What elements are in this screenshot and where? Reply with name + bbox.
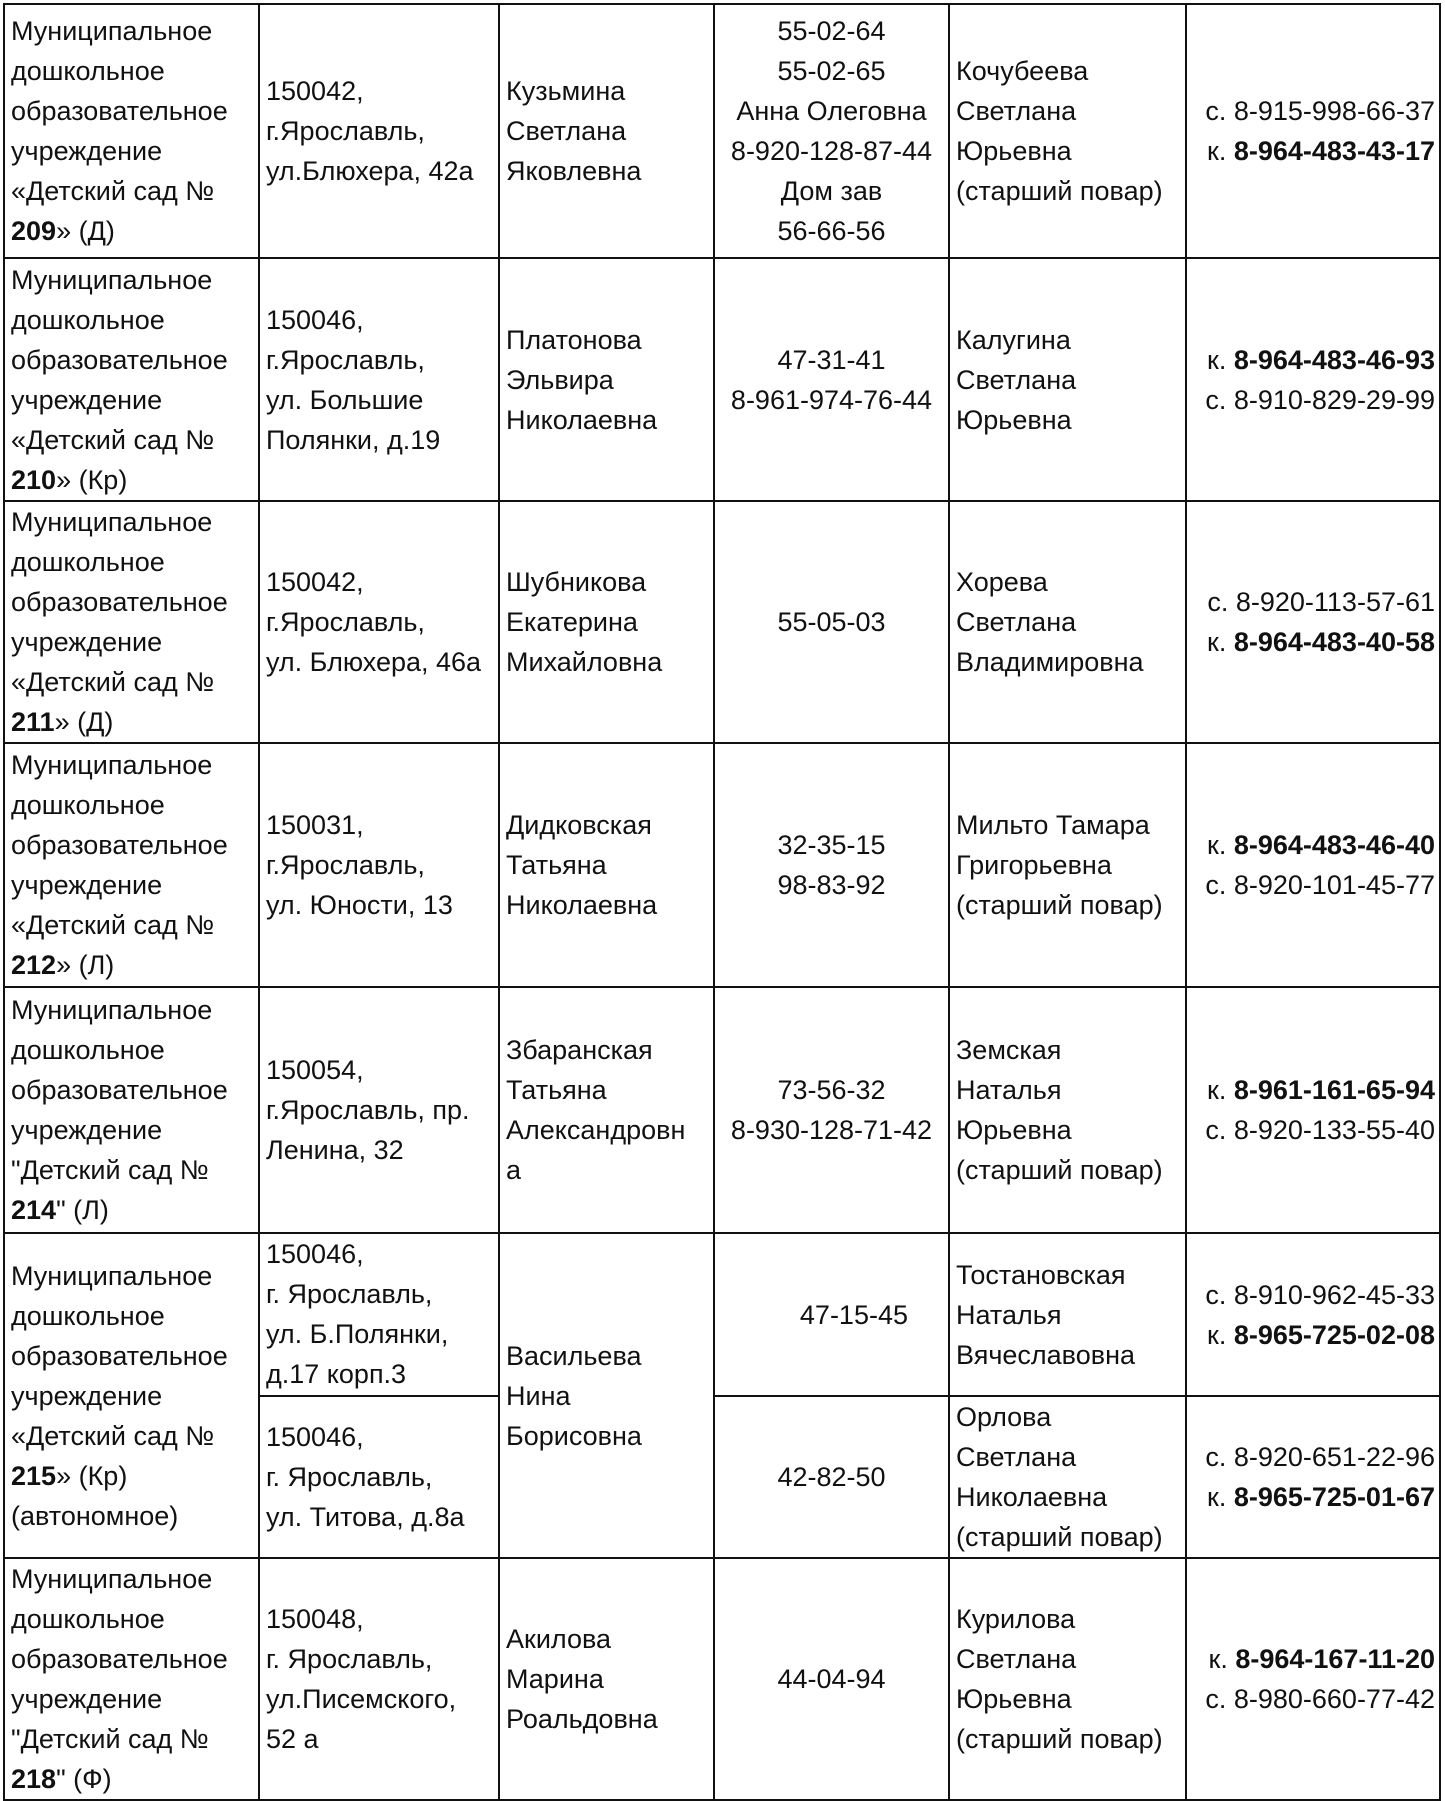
institution-line: учреждение xyxy=(11,1115,163,1145)
address-line: ул. Блюхера, 46а xyxy=(266,647,482,677)
contact-line: Владимировна xyxy=(956,647,1144,677)
mobile-prefix: с. xyxy=(1205,870,1234,900)
phone-line: 8-930-128-71-42 xyxy=(730,1115,933,1145)
institution-cell xyxy=(4,501,259,743)
head-line: Акилова xyxy=(506,1624,612,1654)
mobile-number: 8-964-483-40-58 xyxy=(1233,627,1435,657)
address-line: 150042, xyxy=(266,567,364,597)
phone-line: Дом зав xyxy=(780,176,883,206)
phone-cell xyxy=(714,987,949,1233)
table-row xyxy=(4,1558,1440,1800)
institution-line: «Детский сад № xyxy=(11,1420,215,1451)
contact-line: Светлана xyxy=(956,1442,1077,1472)
address-line: г.Ярославль, xyxy=(266,116,425,146)
mobile-cell xyxy=(1186,4,1440,258)
head-line: Дидковская xyxy=(506,810,652,840)
institution-line: дошкольное xyxy=(11,547,165,577)
phone-line: 56-66-56 xyxy=(777,216,886,246)
address-line: г. Ярославль, xyxy=(266,1462,433,1492)
mobile-number: 8-964-483-46-40 xyxy=(1233,830,1435,860)
table-row xyxy=(4,743,1440,987)
mobile-number: 8-964-483-46-93 xyxy=(1233,344,1435,375)
institution-number-line xyxy=(11,702,252,742)
address-line: 150048, xyxy=(266,1604,364,1634)
contact-line: Курилова xyxy=(956,1604,1076,1634)
institution-line: образовательное xyxy=(11,1075,228,1105)
institution-number: 215 xyxy=(11,1460,57,1491)
address-line: 150031, xyxy=(266,810,364,840)
head-cell xyxy=(499,501,714,743)
mobile-line xyxy=(1193,1477,1435,1517)
mobile-prefix: к. xyxy=(1207,136,1234,166)
contact-line: (старший повар) xyxy=(956,890,1163,920)
table-row xyxy=(4,4,1440,258)
institution-line: дошкольное xyxy=(11,1035,165,1065)
address-line: Ленина, 32 xyxy=(266,1135,404,1165)
institution-line: дошкольное xyxy=(11,1300,165,1331)
mobile-number: 8-920-651-22-96 xyxy=(1233,1442,1435,1472)
mobile-cell xyxy=(1186,501,1440,743)
address-line: д.17 корп.3 xyxy=(266,1359,407,1389)
mobile-prefix: к. xyxy=(1207,627,1234,657)
head-line: Платонова xyxy=(506,324,642,355)
institution-line: дошкольное xyxy=(11,304,165,335)
mobile-prefix: с. xyxy=(1205,96,1234,126)
mobile-cell xyxy=(1186,258,1440,501)
institution-line: образовательное xyxy=(11,1340,228,1371)
mobile-prefix: с. xyxy=(1207,587,1236,617)
head-line: Эльвира xyxy=(506,364,614,395)
institution-suffix: » (Д) xyxy=(54,707,114,737)
contact-line: Светлана xyxy=(956,607,1077,637)
phone-cell xyxy=(714,4,949,258)
institution-number: 218 xyxy=(11,1764,57,1794)
phone-cell xyxy=(714,258,949,501)
institution-number: 209 xyxy=(11,216,57,246)
institution-suffix: " (Л) xyxy=(56,1195,109,1225)
institution-line: "Детский сад № xyxy=(11,1724,209,1754)
institution-suffix: » (Л) xyxy=(56,950,115,980)
phone-line: 55-05-03 xyxy=(777,607,886,637)
head-line: Николаевна xyxy=(506,404,658,435)
address-line: ул. Большие xyxy=(266,384,424,415)
institution-number: 211 xyxy=(11,707,55,737)
address-cell xyxy=(259,987,499,1233)
mobile-line xyxy=(1193,1437,1435,1477)
contact-cell xyxy=(949,1396,1186,1558)
mobile-cell xyxy=(1186,987,1440,1233)
mobile-line xyxy=(1193,1070,1435,1110)
address-line: ул. Б.Полянки, xyxy=(266,1319,449,1349)
institution-line: Муниципальное xyxy=(11,1260,213,1291)
institution-line: учреждение xyxy=(11,627,163,657)
mobile-prefix: к. xyxy=(1207,344,1234,375)
institution-number-line xyxy=(11,1456,252,1496)
phone-cell xyxy=(714,1233,949,1396)
institution-line: «Детский сад № xyxy=(11,910,215,940)
mobile-line xyxy=(1193,622,1435,662)
head-line: Васильева xyxy=(506,1340,642,1371)
phone-cell xyxy=(714,1558,949,1800)
contact-line: Наталья xyxy=(956,1299,1062,1330)
address-line: 52 а xyxy=(266,1724,319,1754)
contact-line: Юрьевна xyxy=(956,136,1072,166)
mobile-line xyxy=(1193,340,1435,380)
institution-line: образовательное xyxy=(11,1644,228,1674)
head-line: Кузьмина xyxy=(506,76,626,106)
mobile-line xyxy=(1193,131,1435,171)
address-line: ул.Писемского, xyxy=(266,1684,457,1714)
institution-line: учреждение xyxy=(11,1684,163,1714)
address-line: г. Ярославль, xyxy=(266,1644,433,1674)
institution-cell xyxy=(4,1558,259,1800)
phone-line: 98-83-92 xyxy=(777,870,886,900)
head-cell xyxy=(499,258,714,501)
mobile-line xyxy=(1193,1110,1435,1150)
head-cell xyxy=(499,1233,714,1558)
contact-line: Тостановская xyxy=(956,1259,1126,1290)
mobile-line xyxy=(1193,1639,1435,1679)
head-line: Борисовна xyxy=(506,1420,642,1451)
address-cell xyxy=(259,1396,499,1558)
phone-cell xyxy=(714,1396,949,1558)
institution-cell xyxy=(4,743,259,987)
institution-line: Муниципальное xyxy=(11,1564,213,1594)
phone-line: 8-961-974-76-44 xyxy=(730,384,933,415)
head-line: Татьяна xyxy=(506,1075,607,1105)
mobile-number: 8-910-829-29-99 xyxy=(1233,384,1435,415)
address-line: 150046, xyxy=(266,1422,364,1452)
address-line: 150046, xyxy=(266,304,364,335)
contact-line: (старший повар) xyxy=(956,1155,1163,1185)
phone-line: 73-56-32 xyxy=(777,1075,886,1105)
head-line: Шубникова xyxy=(506,567,647,597)
contact-line: (старший повар) xyxy=(956,176,1163,206)
contact-line: (старший повар) xyxy=(956,1522,1163,1552)
phone-line: 32-35-15 xyxy=(777,830,886,860)
institution-line: «Детский сад № xyxy=(11,667,215,697)
institution-number: 214 xyxy=(11,1195,57,1225)
institution-line: учреждение xyxy=(11,384,163,415)
mobile-number: 8-964-483-43-17 xyxy=(1233,136,1435,166)
mobile-prefix: к. xyxy=(1207,830,1234,860)
kindergarten-contacts-table xyxy=(3,3,1441,1801)
mobile-prefix: с. xyxy=(1205,384,1234,415)
mobile-line xyxy=(1193,1275,1435,1315)
mobile-number: 8-965-725-02-08 xyxy=(1233,1319,1435,1350)
address-cell xyxy=(259,1233,499,1396)
mobile-number: 8-915-998-66-37 xyxy=(1233,96,1435,126)
mobile-prefix: к. xyxy=(1207,1319,1234,1350)
institution-cell xyxy=(4,4,259,258)
institution-number: 210 xyxy=(11,464,57,495)
institution-line: образовательное xyxy=(11,830,228,860)
head-cell xyxy=(499,4,714,258)
mobile-cell xyxy=(1186,1233,1440,1396)
contact-line: Светлана xyxy=(956,364,1077,395)
contact-cell xyxy=(949,987,1186,1233)
address-cell xyxy=(259,743,499,987)
table-row xyxy=(4,987,1440,1233)
phone-line: 47-15-45 xyxy=(799,1299,908,1330)
contact-cell xyxy=(949,1558,1186,1800)
head-cell xyxy=(499,987,714,1233)
head-line: а xyxy=(506,1155,522,1185)
address-line: ул. Юности, 13 xyxy=(266,890,453,920)
institution-line: образовательное xyxy=(11,96,228,126)
address-line: 150046, xyxy=(266,1239,364,1269)
mobile-line xyxy=(1193,582,1435,622)
contact-line: Николаевна xyxy=(956,1482,1108,1512)
institution-number-line xyxy=(11,211,252,251)
contact-cell xyxy=(949,1233,1186,1396)
address-cell xyxy=(259,1558,499,1800)
phone-line: 47-31-41 xyxy=(777,344,886,375)
institution-line: «Детский сад № xyxy=(11,424,215,455)
contact-line: Наталья xyxy=(956,1075,1062,1105)
mobile-number: 8-961-161-65-94 xyxy=(1233,1075,1435,1105)
contact-line: Светлана xyxy=(956,96,1077,126)
head-line: Збаранская xyxy=(506,1035,653,1065)
table-row xyxy=(4,1233,1440,1396)
institution-line: Муниципальное xyxy=(11,507,213,537)
institution-line: "Детский сад № xyxy=(11,1155,209,1185)
head-line: Николаевна xyxy=(506,890,658,920)
address-line: 150054, xyxy=(266,1055,364,1085)
contact-line: (старший повар) xyxy=(956,1724,1163,1754)
mobile-prefix: с. xyxy=(1205,1442,1234,1472)
institution-suffix: » (Кр) xyxy=(56,464,128,495)
head-line: Светлана xyxy=(506,116,627,146)
institution-line: образовательное xyxy=(11,587,228,617)
head-line: Нина xyxy=(506,1380,571,1411)
contact-line: Григорьевна xyxy=(956,850,1112,880)
mobile-number: 8-920-133-55-40 xyxy=(1233,1115,1435,1145)
kindergarten-contacts-document xyxy=(3,3,1439,1794)
contact-cell xyxy=(949,743,1186,987)
mobile-prefix: с. xyxy=(1205,1279,1234,1310)
institution-line: дошкольное xyxy=(11,1604,165,1634)
contact-line: Орлова xyxy=(956,1402,1052,1432)
contact-line: Хорева xyxy=(956,567,1048,597)
address-line: г. Ярославль, xyxy=(266,1279,433,1309)
institution-line: Муниципальное xyxy=(11,750,213,780)
contact-line: Юрьевна xyxy=(956,404,1072,435)
address-line: 150042, xyxy=(266,76,364,106)
phone-line: 55-02-65 xyxy=(777,56,886,86)
mobile-line xyxy=(1193,865,1435,905)
institution-line: Муниципальное xyxy=(11,264,213,295)
mobile-number: 8-920-113-57-61 xyxy=(1235,587,1435,617)
table-row xyxy=(4,501,1440,743)
institution-line: образовательное xyxy=(11,344,228,375)
mobile-cell xyxy=(1186,743,1440,987)
address-line: Полянки, д.19 xyxy=(266,424,441,455)
mobile-prefix: с. xyxy=(1205,1684,1234,1714)
phone-line: 42-82-50 xyxy=(777,1462,886,1492)
institution-number: 212 xyxy=(11,950,57,980)
contact-line: Мильто Тамара xyxy=(956,810,1150,840)
mobile-cell xyxy=(1186,1396,1440,1558)
institution-suffix: » (Д) xyxy=(56,216,115,246)
mobile-number: 8-980-660-77-42 xyxy=(1233,1684,1435,1714)
institution-cell xyxy=(4,258,259,501)
address-cell xyxy=(259,501,499,743)
contact-line: Вячеславовна xyxy=(956,1339,1136,1370)
contact-cell xyxy=(949,501,1186,743)
institution-line: учреждение xyxy=(11,1380,163,1411)
head-line: Татьяна xyxy=(506,850,607,880)
address-line: г.Ярославль, xyxy=(266,850,425,880)
institution-line: Муниципальное xyxy=(11,16,213,46)
address-line: г.Ярославль, xyxy=(266,344,425,375)
mobile-prefix: к. xyxy=(1208,1644,1236,1674)
head-line: Роальдовна xyxy=(506,1704,658,1734)
mobile-line xyxy=(1193,825,1435,865)
institution-line: Муниципальное xyxy=(11,995,213,1025)
contact-cell xyxy=(949,4,1186,258)
institution-suffix: " (Ф) xyxy=(56,1764,112,1794)
contact-line: Кочубеева xyxy=(956,56,1089,86)
address-line: ул. Титова, д.8а xyxy=(266,1502,465,1532)
institution-line: учреждение xyxy=(11,870,163,900)
mobile-number: 8-965-725-01-67 xyxy=(1233,1482,1435,1512)
contact-cell xyxy=(949,258,1186,501)
contact-line: Юрьевна xyxy=(956,1115,1072,1145)
contact-line: Калугина xyxy=(956,324,1071,355)
mobile-number: 8-910-962-45-33 xyxy=(1233,1279,1435,1310)
phone-cell xyxy=(714,501,949,743)
institution-cell xyxy=(4,1233,259,1558)
institution-number-line xyxy=(11,1759,252,1799)
address-line: ул.Блюхера, 42а xyxy=(266,156,474,186)
institution-line: «Детский сад № xyxy=(11,176,215,206)
table-row xyxy=(4,258,1440,501)
head-line: Яковлевна xyxy=(506,156,642,186)
phone-line: 8-920-128-87-44 xyxy=(730,136,933,166)
address-line: г.Ярославль, xyxy=(266,607,425,637)
head-line: Екатерина xyxy=(506,607,638,637)
head-line: Михайловна xyxy=(506,647,663,677)
mobile-prefix: к. xyxy=(1207,1075,1234,1105)
address-cell xyxy=(259,258,499,501)
contact-line: Земская xyxy=(956,1035,1062,1065)
phone-cell xyxy=(714,743,949,987)
phone-line: Анна Олеговна xyxy=(736,96,927,126)
head-cell xyxy=(499,1558,714,1800)
institution-line: учреждение xyxy=(11,136,163,166)
mobile-line xyxy=(1193,1679,1435,1719)
mobile-number: 8-964-167-11-20 xyxy=(1235,1644,1435,1674)
mobile-line xyxy=(1193,380,1435,420)
mobile-line xyxy=(1193,91,1435,131)
head-cell xyxy=(499,743,714,987)
phone-line: 44-04-94 xyxy=(777,1664,886,1694)
mobile-line xyxy=(1193,1315,1435,1355)
institution-line: дошкольное xyxy=(11,56,165,86)
institution-extra: (автономное) xyxy=(11,1500,179,1531)
phone-line: 55-02-64 xyxy=(777,16,886,46)
institution-line: дошкольное xyxy=(11,790,165,820)
address-cell xyxy=(259,4,499,258)
mobile-prefix: с. xyxy=(1205,1115,1234,1145)
mobile-cell xyxy=(1186,1558,1440,1800)
mobile-number: 8-920-101-45-77 xyxy=(1233,870,1435,900)
head-line: Марина xyxy=(506,1664,604,1694)
contact-line: Юрьевна xyxy=(956,1684,1072,1714)
institution-number-line xyxy=(11,945,252,985)
contact-line: Светлана xyxy=(956,1644,1077,1674)
institution-number-line xyxy=(11,460,252,500)
mobile-prefix: к. xyxy=(1207,1482,1234,1512)
head-line: Александровн xyxy=(506,1115,686,1145)
address-line: г.Ярославль, пр. xyxy=(266,1095,470,1125)
institution-suffix: » (Кр) xyxy=(56,1460,128,1491)
institution-number-line xyxy=(11,1190,252,1230)
institution-cell xyxy=(4,987,259,1233)
